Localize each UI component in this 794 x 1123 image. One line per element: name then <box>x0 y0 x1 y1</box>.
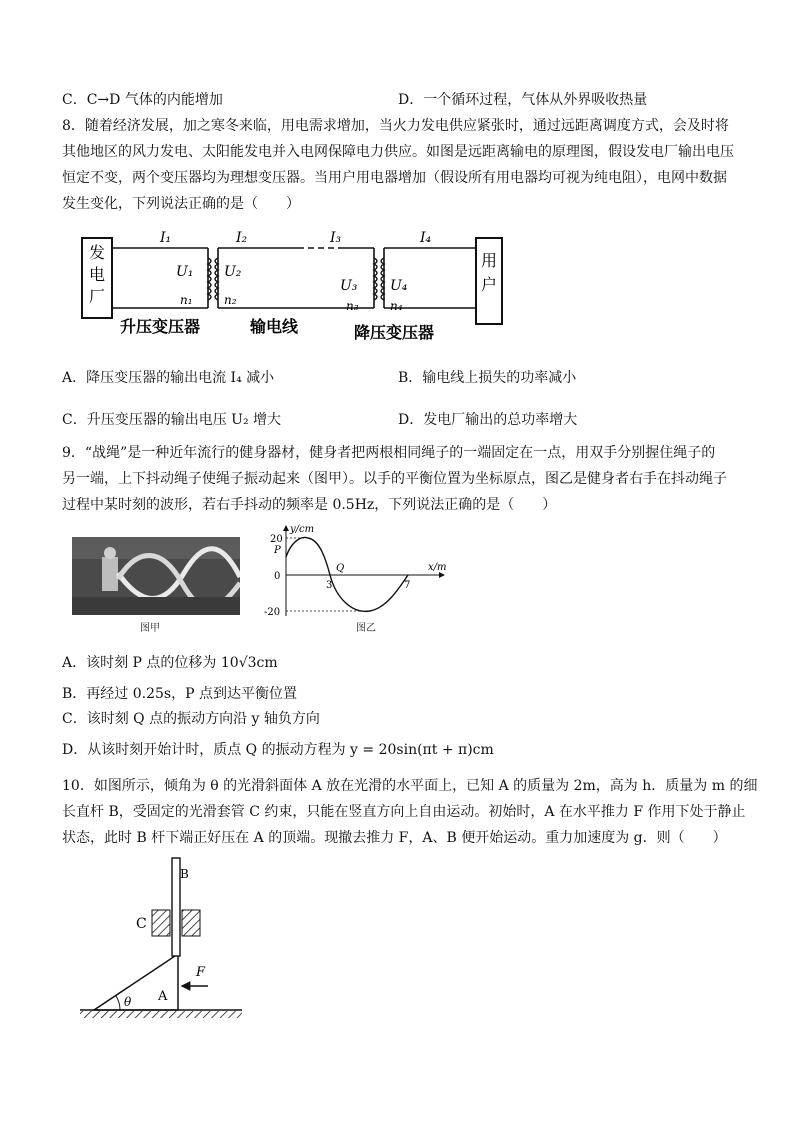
label-F: F <box>196 965 206 980</box>
y-axis-label: y/cm <box>290 524 315 535</box>
q8-option-d: D．发电厂输出的总功率增大 <box>398 412 578 428</box>
q8-stem-line-1: 8．随着经济发展，加之寒冬来临，用电需求增加，当火力发电供应紧张时，通过远距离调度方式，会及时将 <box>62 118 729 134</box>
label-I4: I₄ <box>420 230 432 246</box>
label-C: C <box>136 916 147 932</box>
q9-stem-line-2: 另一端，上下抖动绳子使绳子振动起来（图甲）。以手的平衡位置为坐标原点，图乙是健身者右手在抖动绳子 <box>62 471 727 487</box>
q8-stem-line-4: 发生变化，下列说法正确的是（ ） <box>62 196 300 212</box>
user-label-2: 户 <box>480 275 498 294</box>
label-n4: n₄ <box>390 299 403 313</box>
label-I2: I₂ <box>236 230 248 246</box>
q7-option-c: C．C→D 气体的内能增加 <box>62 92 223 108</box>
label-U3: U₃ <box>340 278 358 294</box>
x-tick-3: 3 <box>326 580 333 591</box>
x-tick-7: 7 <box>404 580 411 591</box>
q9-option-a: A．该时刻 P 点的位移为 10√3cm <box>62 655 278 671</box>
figure-b-caption: 图乙 <box>356 623 376 634</box>
figure-a-caption: 图甲 <box>140 623 160 634</box>
rod-B <box>172 858 180 956</box>
q8-stem-line-2: 其他地区的风力发电、太阳能发电并入电网保障电力供应。如图是远距离输电的原理图，假设发电厂输出电压 <box>62 144 734 160</box>
step-down-transformer-label: 降压变压器 <box>354 323 435 342</box>
user-label-1: 用 <box>480 251 498 270</box>
y-tick-0: 0 <box>274 571 281 582</box>
sleeve-C-right <box>182 910 200 936</box>
power-transmission-diagram <box>78 224 508 344</box>
q8-option-a: A．降压变压器的输出电流 I₄ 减小 <box>62 370 275 386</box>
power-plant-label-2: 电 <box>88 265 106 284</box>
q10-stem-line-2: 长直杆 B，受固定的光滑套管 C 约束，只能在竖直方向上自由运动。初始时，A 在水平推力 F 作用下处于静止 <box>62 804 746 820</box>
ground-hatch <box>80 1011 242 1018</box>
sleeve-C-left <box>152 910 170 936</box>
wave-graph <box>262 520 452 620</box>
label-I3: I₃ <box>330 230 342 246</box>
q10-stem-line-1: 10．如图所示，倾角为 θ 的光滑斜面体 A 放在光滑的水平面上，已知 A 的质量为 2m，高为 h．质量为 m 的细 <box>62 778 758 794</box>
label-n1: n₁ <box>180 293 193 307</box>
label-B: B <box>180 867 189 881</box>
battle-rope-photo <box>72 537 240 615</box>
athlete-figure <box>102 557 118 591</box>
q10-stem-line-3: 状态，此时 B 杆下端正好压在 A 的顶端。现撤去推力 F，A、B 便开始运动。重力加速度为 g．则（ ） <box>62 830 727 846</box>
label-U2: U₂ <box>224 264 242 280</box>
label-n2: n₂ <box>224 293 237 307</box>
q9-stem-line-1: 9．“战绳”是一种近年流行的健身器材，健身者把两根相同绳子的一端固定在一点，用双手分别握住绳子的 <box>62 445 716 461</box>
incline-rod-diagram <box>76 856 248 1028</box>
power-plant-label-3: 厂 <box>88 287 106 306</box>
q9-option-d: D．从该时刻开始计时，质点 Q 的振动方程为 y = 20sin(πt + π)cm <box>62 742 494 758</box>
q9-stem-line-3: 过程中某时刻的波形，若右手抖动的频率是 0.5Hz，下列说法正确的是（ ） <box>62 497 557 513</box>
q9-option-b: B．再经过 0.25s，P 点到达平衡位置 <box>62 686 297 702</box>
label-n3: n₃ <box>346 299 359 313</box>
wave-curve <box>286 538 411 612</box>
label-I1: I₁ <box>160 230 172 246</box>
transmission-line-label: 输电线 <box>250 317 299 336</box>
q8-option-b: B．输电线上损失的功率减小 <box>398 370 577 386</box>
label-U4: U₄ <box>390 278 408 294</box>
q7-option-d: D．一个循环过程，气体从外界吸收热量 <box>398 92 648 108</box>
power-plant-label-1: 发 <box>88 243 106 262</box>
y-tick-20: 20 <box>270 534 283 545</box>
label-A: A <box>158 989 168 1004</box>
x-axis-label: x/m <box>428 562 447 573</box>
y-tick-minus-20: -20 <box>264 607 281 618</box>
step-up-transformer-label: 升压变压器 <box>120 317 201 336</box>
q9-option-c: C．该时刻 Q 点的振动方向沿 y 轴负方向 <box>62 711 320 727</box>
label-U1: U₁ <box>176 264 194 280</box>
label-theta: θ <box>124 995 132 1009</box>
point-P-label: P <box>274 545 281 556</box>
q8-stem-line-3: 恒定不变，两个变压器均为理想变压器。当用户用电器增加（假设所有用电器均可视为纯电阻），电网中数据 <box>62 170 727 186</box>
point-Q-label: Q <box>336 563 345 574</box>
q8-option-c: C．升压变压器的输出电压 U₂ 增大 <box>62 412 282 428</box>
